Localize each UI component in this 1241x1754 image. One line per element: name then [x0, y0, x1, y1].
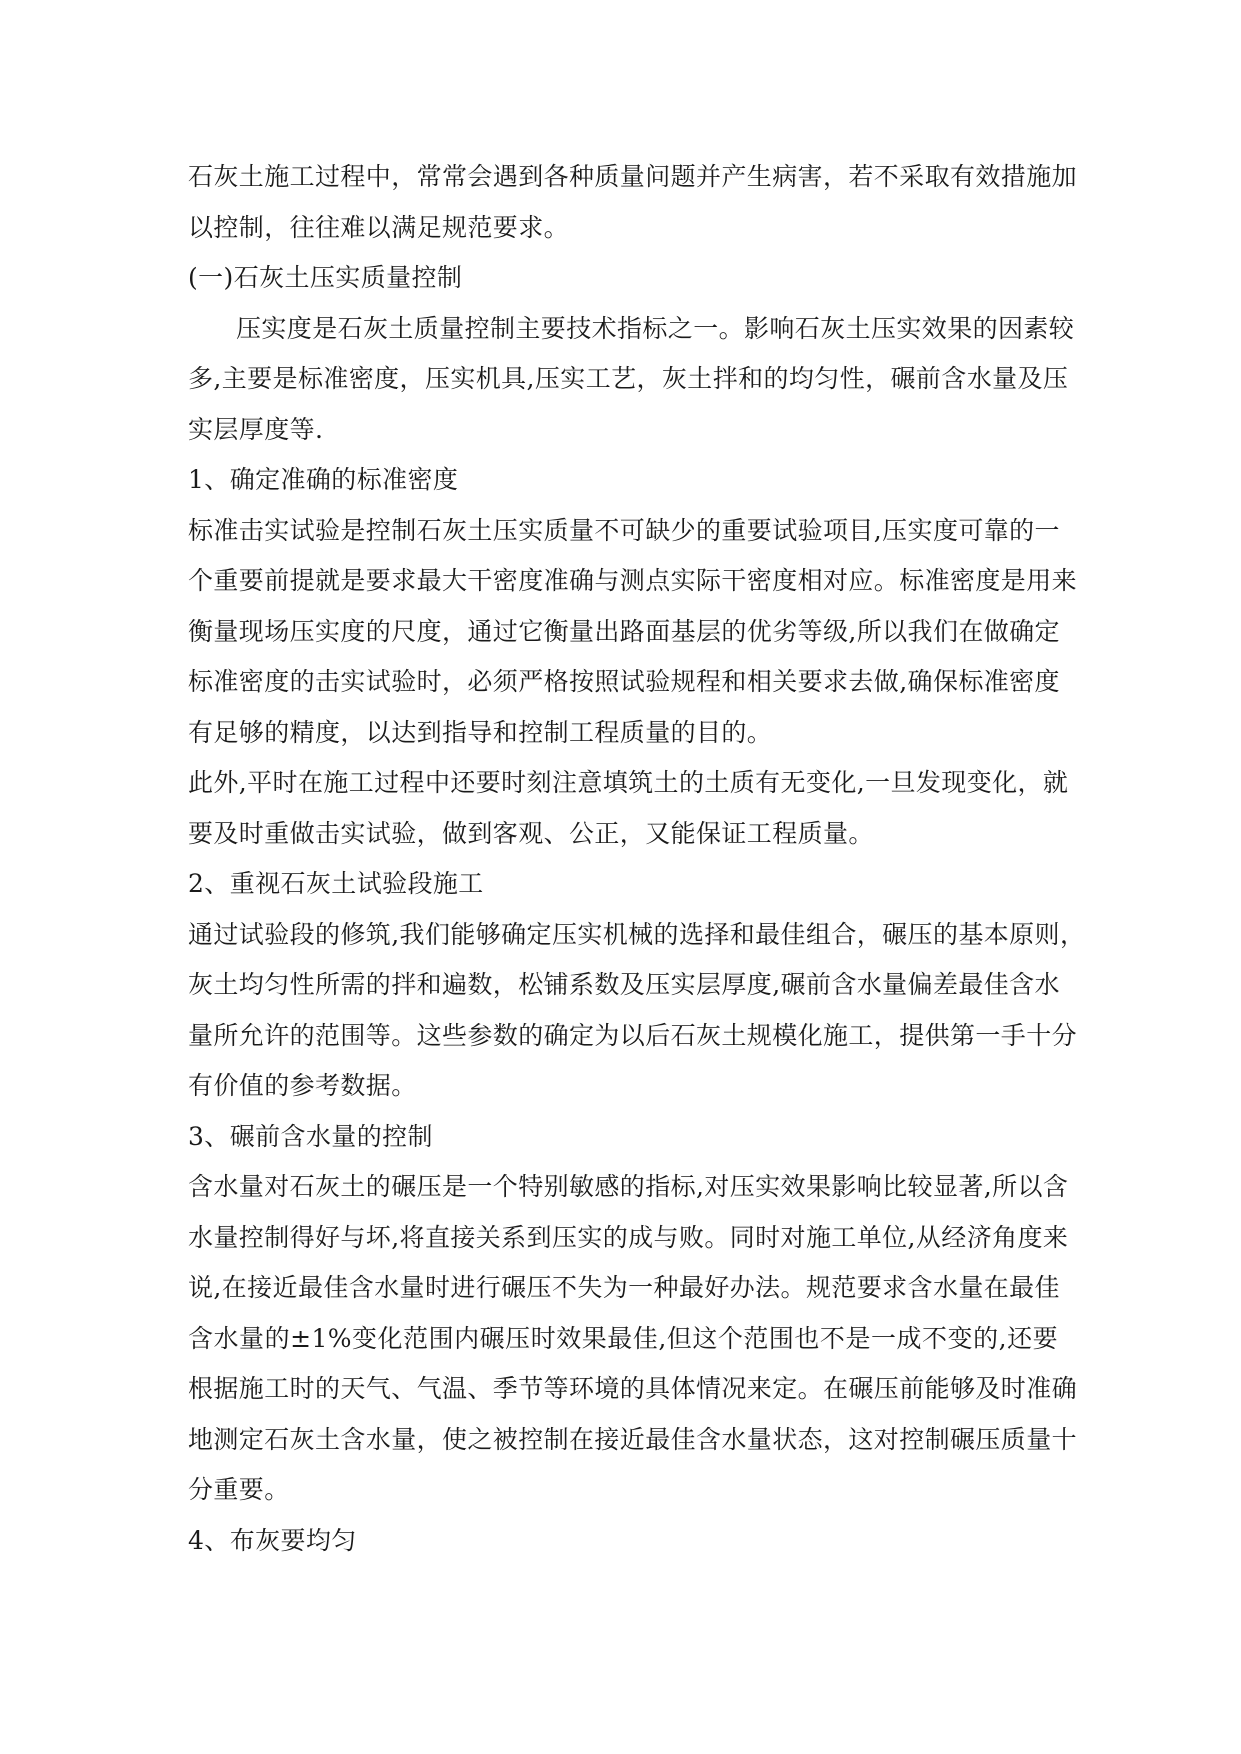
paragraph-line: 含水量对石灰土的碾压是一个特别敏感的指标,对压实效果影响比较显著,所以含	[188, 1172, 1069, 1201]
section-heading: (一)石灰土压实质量控制	[188, 263, 463, 292]
paragraph-line: 石灰土施工过程中，常常会遇到各种质量问题并产生病害，若不采取有效措施加	[188, 162, 1078, 191]
paragraph-line: 地测定石灰土含水量，使之被控制在接近最佳含水量状态，这对控制碾压质量十	[188, 1424, 1078, 1454]
paragraph-line: 通过试验段的修筑,我们能够确定压实机械的选择和最佳组合，碾压的基本原则，	[188, 919, 1086, 949]
paragraph-line: 个重要前提就是要求最大干密度准确与测点实际干密度相对应。标准密度是用来	[188, 566, 1078, 595]
paragraph-line: 说,在接近最佳含水量时进行碾压不失为一种最好办法。规范要求含水量在最佳	[188, 1273, 1060, 1302]
paragraph-line: 分重要。	[188, 1475, 290, 1504]
paragraph-line: 实层厚度等.	[188, 414, 324, 444]
paragraph-line: 含水量的±1%变化范围内碾压时效果最佳,但这个范围也不是一成不变的,还要	[188, 1323, 1058, 1353]
paragraph-line: 压实度是石灰土质量控制主要技术指标之一。影响石灰土压实效果的因素较	[236, 313, 1075, 343]
section-heading: 3、碾前含水量的控制	[188, 1121, 433, 1151]
paragraph-line: 以控制，往往难以满足规范要求。	[188, 212, 570, 242]
paragraph-line: 衡量现场压实度的尺度，通过它衡量出路面基层的优劣等级,所以我们在做确定	[188, 616, 1060, 646]
paragraph-line: 量所允许的范围等。这些参数的确定为以后石灰土规模化施工，提供第一手十分	[188, 1020, 1078, 1050]
section-heading: 4、布灰要均匀	[188, 1525, 357, 1555]
paragraph-line: 有足够的精度，以达到指导和控制工程质量的目的。	[188, 717, 773, 747]
paragraph-line: 多,主要是标准密度，压实机具,压实工艺，灰土拌和的均匀性，碾前含水量及压	[188, 364, 1069, 393]
document-body	[188, 152, 1086, 1566]
paragraph-line: 根据施工时的天气、气温、季节等环境的具体情况来定。在碾压前能够及时准确	[188, 1374, 1078, 1403]
paragraph-line: 要及时重做击实试验，做到客观、公正，又能保证工程质量。	[188, 818, 874, 848]
section-heading: 1、确定准确的标准密度	[188, 465, 459, 494]
paragraph-line: 此外,平时在施工过程中还要时刻注意填筑土的土质有无变化,一旦发现变化，就	[188, 768, 1069, 797]
paragraph-line: 有价值的参考数据。	[188, 1071, 417, 1100]
paragraph-line: 灰土均匀性所需的拌和遍数，松铺系数及压实层厚度,碾前含水量偏差最佳含水	[188, 970, 1060, 999]
paragraph-line: 标准密度的击实试验时，必须严格按照试验规程和相关要求去做,确保标准密度	[188, 667, 1060, 696]
paragraph-line: 标准击实试验是控制石灰土压实质量不可缺少的重要试验项目,压实度可靠的一	[188, 515, 1060, 545]
paragraph-line: 水量控制得好与坏,将直接关系到压实的成与败。同时对施工单位,从经济角度来	[188, 1222, 1069, 1252]
section-heading: 2、重视石灰土试验段施工	[188, 869, 484, 898]
